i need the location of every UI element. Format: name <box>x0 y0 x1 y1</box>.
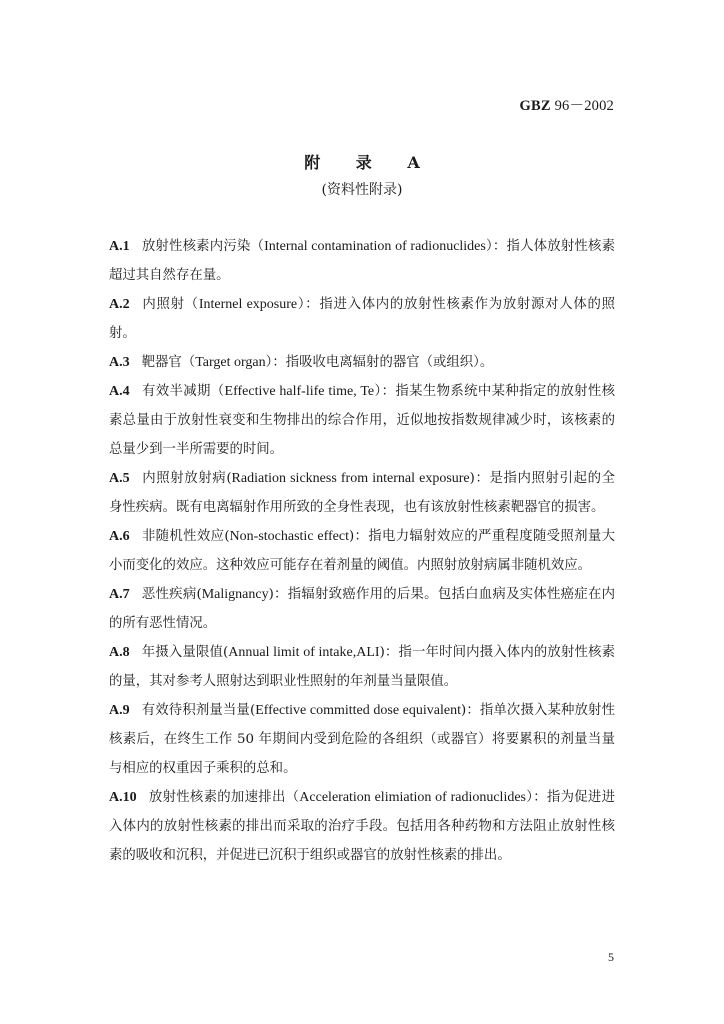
appendix-subtitle: (资料性附录) <box>321 182 403 198</box>
term-cn: 放射性核素内污染（ <box>141 239 265 254</box>
standard-code-prefix: GBZ <box>519 98 551 114</box>
definition-text: )：指一年时间内摄入体内的放射性核素的量，其对参考人照射达到职业性照射的年剂量当量限值。 <box>109 645 615 689</box>
appendix-title: 附 录 A <box>304 153 420 172</box>
term-en: Effective committed dose equivalent <box>255 703 461 718</box>
definition-text: )：指辐射致癌作用的后果。包括白血病及实体性癌症在内的所有恶性情况。 <box>109 587 615 631</box>
definition-text: ）：指某生物系统中某种指定的放射性核素总量由于放射性衰变和生物排出的综合作用，近似地按指数规律减少时，该核素的总量少到一半所需要的时间。 <box>109 384 616 457</box>
definition-a6 <box>109 522 615 580</box>
term-en: Target organ <box>195 355 266 370</box>
definition-text: )：指电力辐射效应的严重程度随受照剂量大小而变化的效应。这种效应可能存在着剂量的阈值。内照射放射病属非随机效应。 <box>109 529 615 573</box>
term-en: Internal contamination of radionuclides <box>264 239 486 254</box>
clause-number: A.6 <box>109 529 130 544</box>
definition-text: )：是指内照射引起的全身性疾病。既有电离辐射作用所致的全身性表现，也有该放射性核素靶器官的损害。 <box>109 471 615 515</box>
term-en: Malignancy <box>201 587 269 602</box>
term-en: Internel exposure <box>198 297 298 312</box>
definitions-list <box>109 232 615 870</box>
definition-a1 <box>109 232 615 290</box>
term-cn: 内照射（ <box>141 297 199 312</box>
definition-text: )：指单次摄入某种放射性核素后，在终生工作 50 年期间内受到危险的各组织（或器官）将要累积的剂量当量与相应的权重因子乘积的总和。 <box>109 703 615 776</box>
definition-a10 <box>109 783 615 870</box>
term-en: Annual limit of intake,ALI <box>228 645 380 660</box>
clause-number: A.7 <box>109 587 130 602</box>
clause-number: A.9 <box>109 703 130 718</box>
definition-text: ）：指为促进进入体内的放射性核素的排出而采取的治疗手段。包括用各种药物和方法阻止放射性核素的吸收和沉积，并促进已沉积于组织或器官的放射性核素的排出。 <box>109 790 615 863</box>
clause-number: A.5 <box>109 471 130 486</box>
clause-number: A.4 <box>109 384 130 399</box>
term-en: Acceleration elimiation of radionuclides <box>299 790 526 805</box>
term-cn: 内照射放射病( <box>141 471 232 486</box>
term-cn: 放射性核素的加速排出（ <box>148 790 300 805</box>
term-cn: 非随机性效应( <box>141 529 230 544</box>
standard-code <box>520 94 614 115</box>
definition-a4 <box>109 377 615 464</box>
term-cn: 恶性疾病( <box>141 587 202 602</box>
clause-number: A.2 <box>109 297 130 312</box>
page-number: 5 <box>608 950 614 964</box>
term-en: Radiation sickness from internal exposure <box>231 471 470 486</box>
definition-a3 <box>109 348 615 377</box>
definition-text: ）：指人体放射性核素超过其自然存在量。 <box>109 239 615 283</box>
term-cn: 年摄入量限值( <box>141 645 229 660</box>
term-en: Effective half-life time, Te <box>224 384 375 399</box>
definition-a8 <box>109 638 615 696</box>
clause-number: A.10 <box>109 790 137 805</box>
clause-number: A.3 <box>109 355 130 370</box>
term-cn: 靶器官（ <box>141 355 196 370</box>
term-cn: 有效半减期（ <box>141 384 225 399</box>
definition-text: ）：指进入体内的放射性核素作为放射源对人体的照射。 <box>109 297 615 341</box>
term-en: Non-stochastic effect <box>229 529 349 544</box>
term-cn: 有效待积剂量当量( <box>141 703 256 718</box>
standard-code-number: 96－2002 <box>554 98 614 114</box>
clause-number: A.8 <box>109 645 130 660</box>
definition-a9 <box>109 696 615 783</box>
definition-text: ）：指吸收电离辐射的器官（或组织）。 <box>265 355 494 370</box>
definition-a7 <box>109 580 615 638</box>
definition-a5 <box>109 464 615 522</box>
definition-a2 <box>109 290 615 348</box>
clause-number: A.1 <box>109 239 130 254</box>
